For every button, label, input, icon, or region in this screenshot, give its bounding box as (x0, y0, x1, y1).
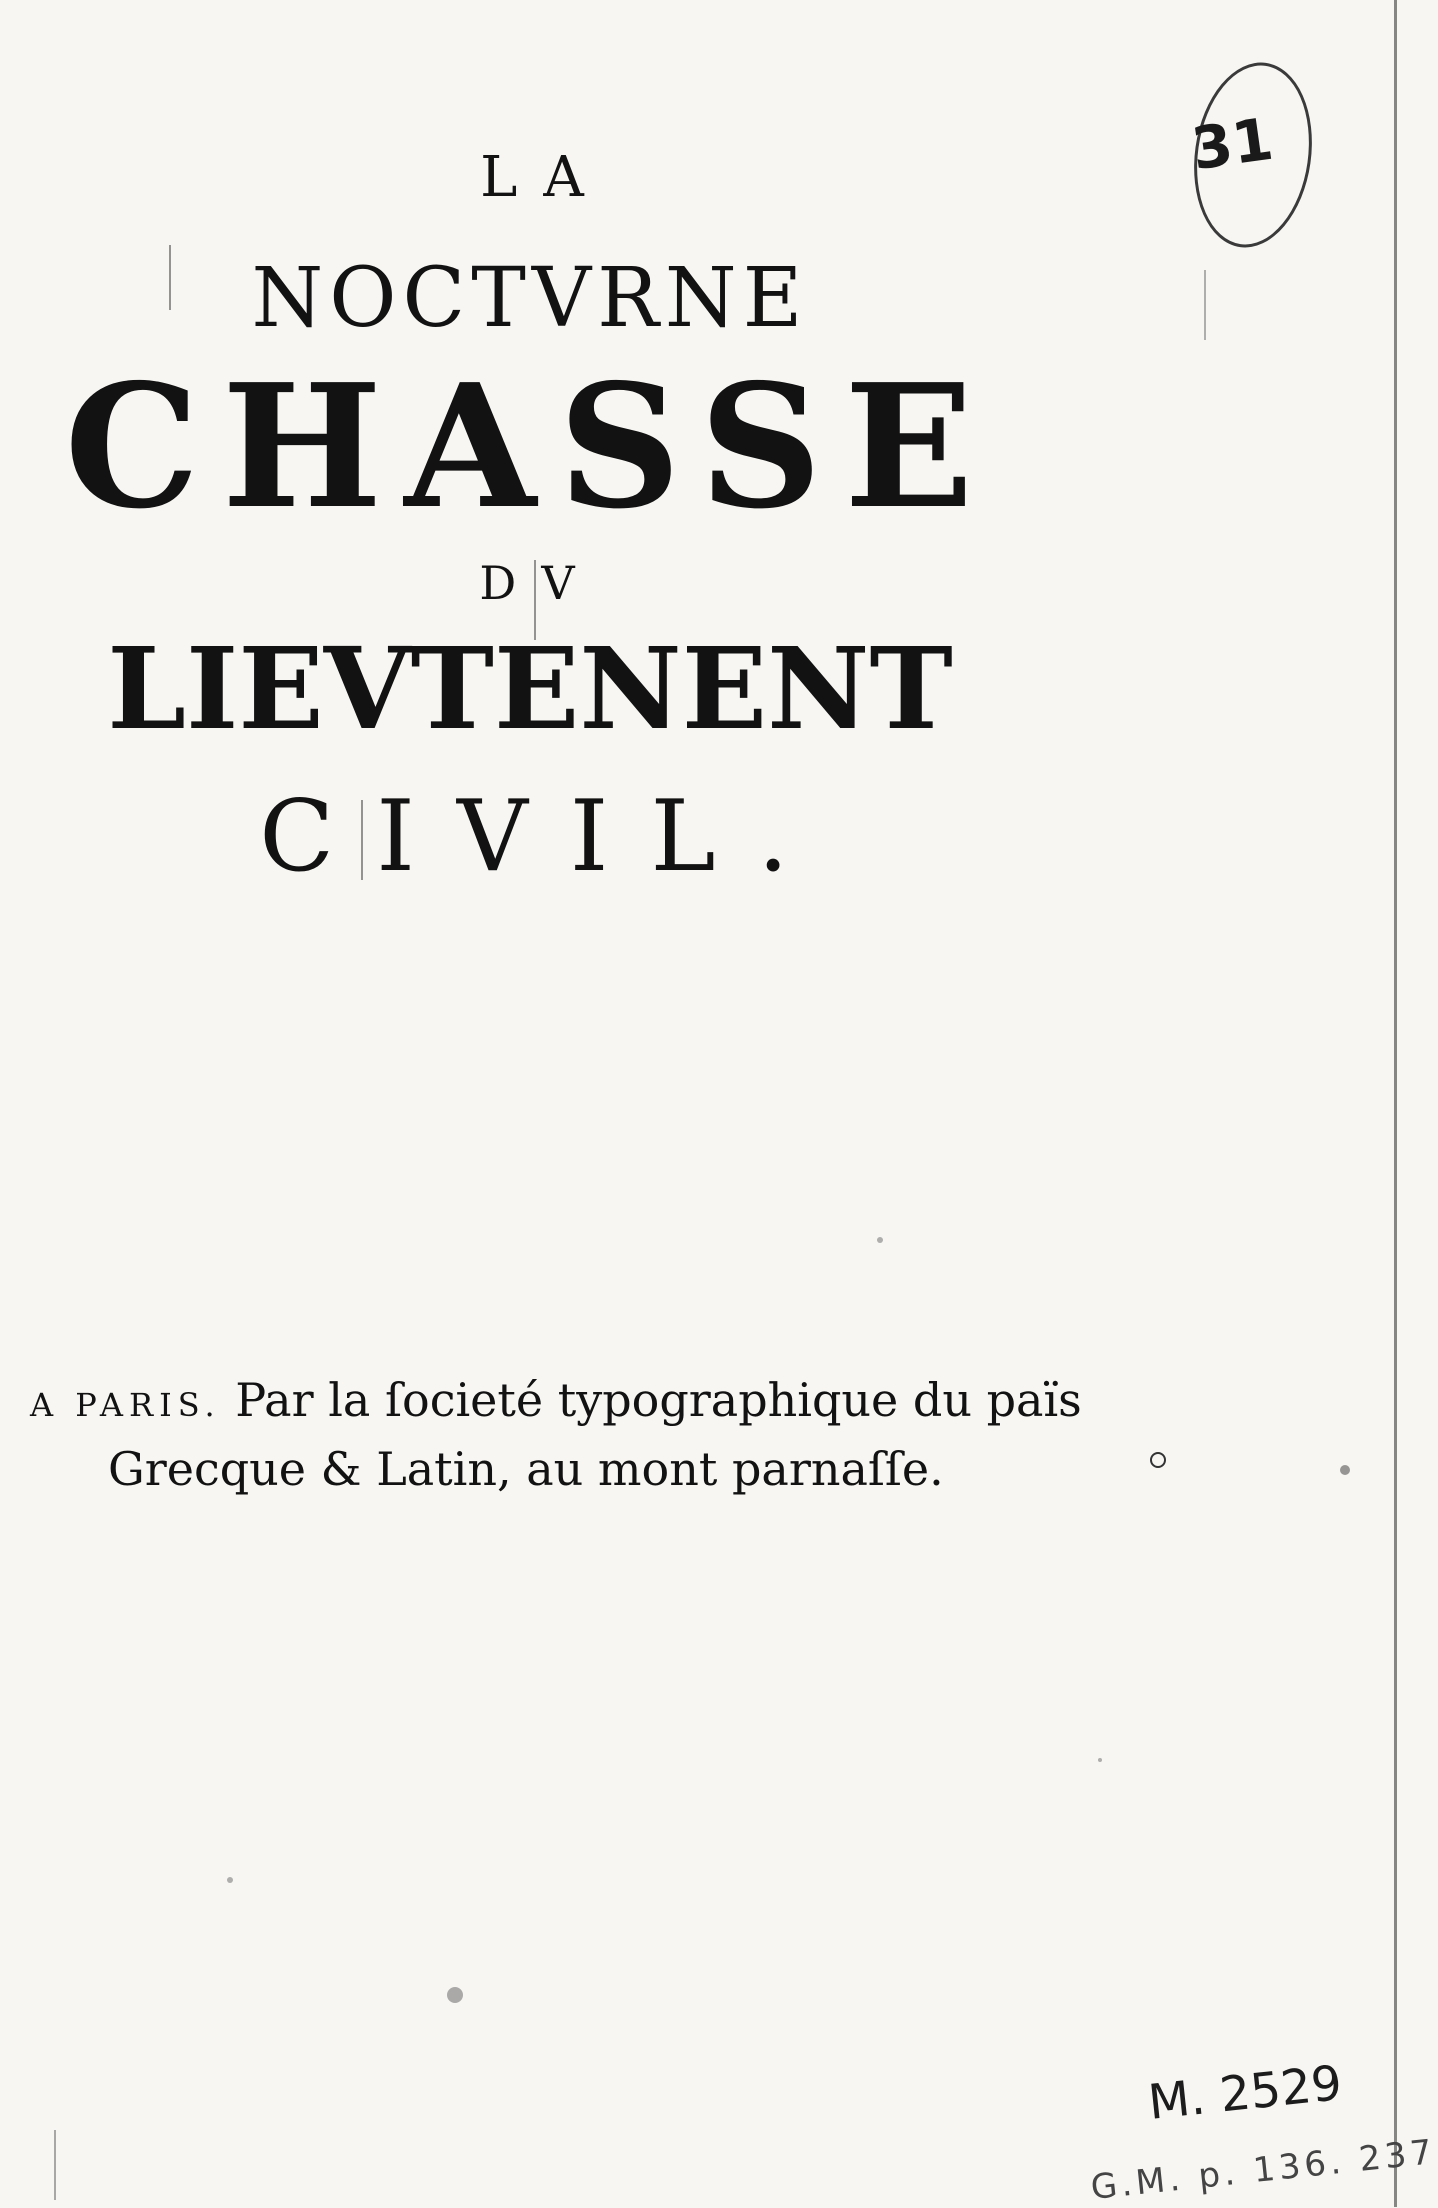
title-lieutenent: LIEVTENENT (107, 624, 953, 755)
title-block (0, 145, 1060, 894)
page-edge-line (1394, 0, 1397, 2207)
call-mark-secondary: G.M. p. 136. 237 (1088, 2131, 1438, 2208)
title-civil: CIVIL. (259, 780, 831, 894)
imprint-line-1 (30, 1368, 1082, 1437)
imprint-line-2: Grecque & Latin, au mont parnaſſe. (108, 1442, 944, 1496)
small-circle-mark (1150, 1452, 1166, 1468)
shelf-number: 31 (1187, 104, 1278, 184)
title-chasse: CHASSE (64, 347, 996, 547)
imprint-city: A PARIS. (30, 1386, 221, 1424)
imprint (30, 1368, 1082, 1501)
title-du: DV (479, 556, 601, 610)
title-article: LA (480, 145, 610, 210)
title-nocturne: NOCTVRNE (251, 251, 809, 346)
imprint-publisher: Par la ſocieté typographique du païs (235, 1373, 1082, 1427)
call-mark: M. 2529 (1145, 2055, 1345, 2131)
